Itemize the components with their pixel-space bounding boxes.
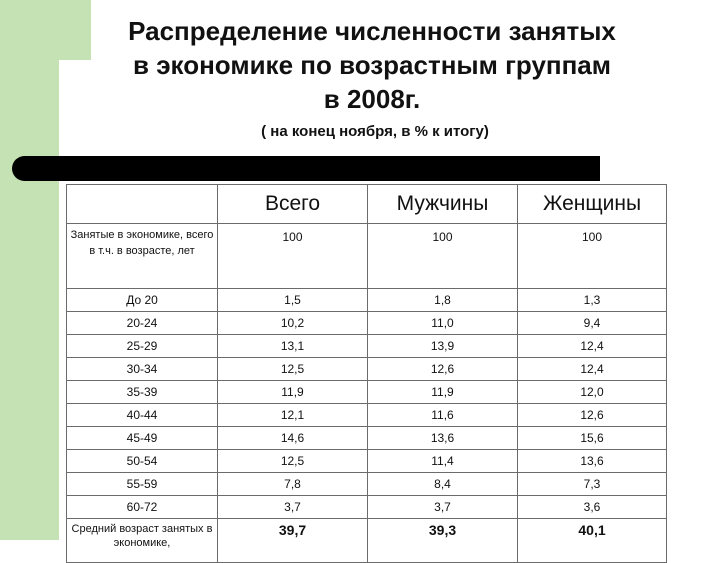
row-label: 20-24 [67,312,218,335]
row-label: До 20 [67,289,218,312]
table-row [67,496,667,519]
cell-total: 1,5 [218,289,368,312]
cell-women: 100 [518,224,667,289]
table-row-total [67,224,667,289]
row-label: Занятые в экономике, всего в т.ч. в возрасте, лет [67,224,218,289]
row-label: 45-49 [67,427,218,450]
row-label: 25-29 [67,335,218,358]
row-label: 50-54 [67,450,218,473]
header-cell-empty [67,185,218,224]
cell-women: 40,1 [518,519,667,563]
title-divider-bar [12,156,600,181]
table-row [67,289,667,312]
cell-women: 13,6 [518,450,667,473]
table-row [67,312,667,335]
slide-subtitle: ( на конец ноября, в % к итогу) [261,123,489,140]
cell-women: 12,6 [518,404,667,427]
table-row [67,381,667,404]
table-row [67,473,667,496]
header-cell-total: Всего [218,185,368,224]
cell-women: 7,3 [518,473,667,496]
cell-women: 3,6 [518,496,667,519]
cell-women: 12,4 [518,358,667,381]
employment-age-table [66,184,667,563]
cell-total: 12,1 [218,404,368,427]
cell-men: 11,0 [368,312,518,335]
table-row [67,427,667,450]
cell-total: 39,7 [218,519,368,563]
table-header-row [67,185,667,224]
cell-men: 3,7 [368,496,518,519]
cell-women: 9,4 [518,312,667,335]
cell-women: 12,0 [518,381,667,404]
cell-men: 12,6 [368,358,518,381]
cell-total: 11,9 [218,381,368,404]
cell-women: 15,6 [518,427,667,450]
table-row [67,404,667,427]
title-line-1: Распределение численности занятых [128,16,616,46]
table-row [67,335,667,358]
row-label: Средний возраст занятых в экономике, [67,519,218,563]
cell-total: 7,8 [218,473,368,496]
cell-men: 13,6 [368,427,518,450]
cell-total: 14,6 [218,427,368,450]
cell-men: 100 [368,224,518,289]
cell-men: 8,4 [368,473,518,496]
title-line-3: в 2008г. [323,84,421,114]
header-cell-men: Мужчины [368,185,518,224]
row-label: 35-39 [67,381,218,404]
cell-men: 11,9 [368,381,518,404]
row-label: 60-72 [67,496,218,519]
cell-total: 10,2 [218,312,368,335]
header-cell-women: Женщины [518,185,667,224]
cell-men: 39,3 [368,519,518,563]
table-row [67,450,667,473]
cell-men: 11,4 [368,450,518,473]
row-label: 30-34 [67,358,218,381]
cell-women: 12,4 [518,335,667,358]
cell-total: 12,5 [218,358,368,381]
cell-total: 100 [218,224,368,289]
table-row [67,358,667,381]
slide-title [62,14,682,116]
cell-total: 12,5 [218,450,368,473]
table-row-average-age [67,519,667,563]
cell-men: 13,9 [368,335,518,358]
row-label: 40-44 [67,404,218,427]
cell-women: 1,3 [518,289,667,312]
title-line-2: в экономике по возрастным группам [132,50,612,80]
cell-men: 11,6 [368,404,518,427]
cell-total: 3,7 [218,496,368,519]
cell-total: 13,1 [218,335,368,358]
data-table-container [66,184,666,549]
cell-men: 1,8 [368,289,518,312]
row-label: 55-59 [67,473,218,496]
decorative-green-sidebar [0,0,59,540]
